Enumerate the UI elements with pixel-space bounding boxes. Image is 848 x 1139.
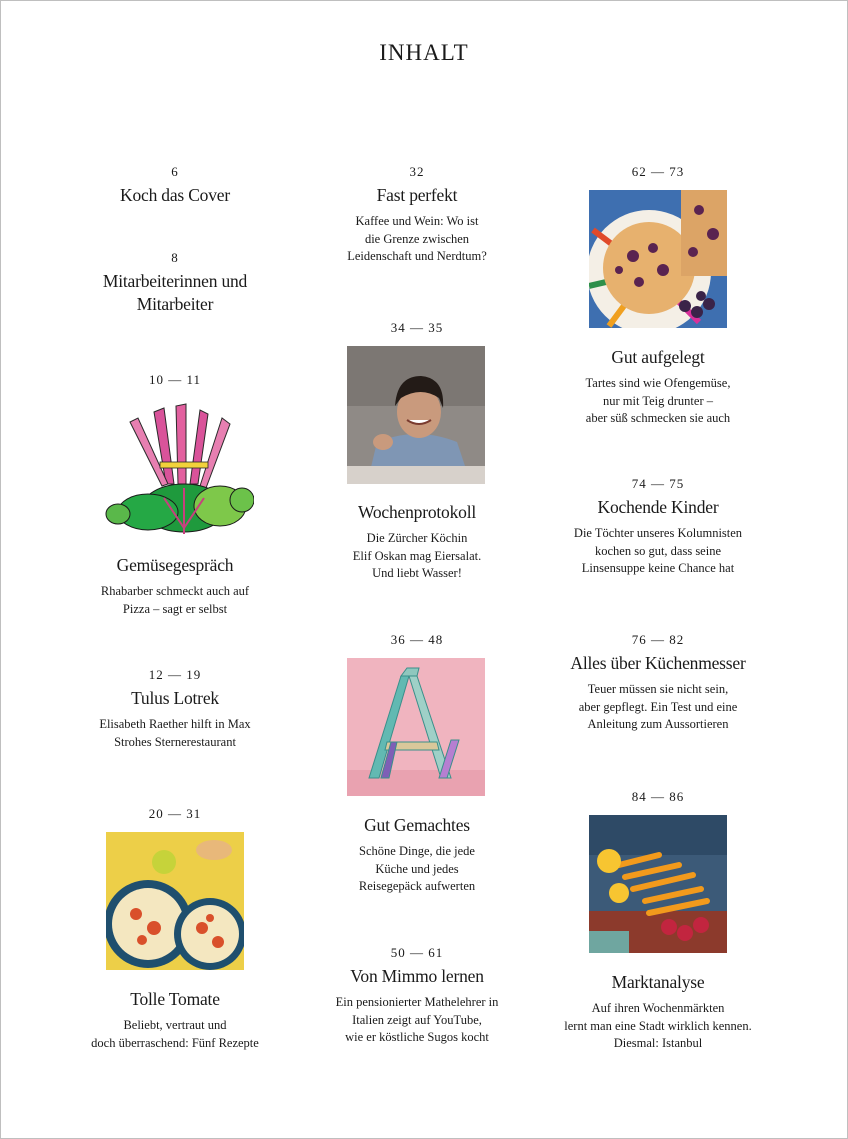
- toc-entry-tolle-tomate-text: [60, 982, 290, 1052]
- entry-heading: Tulus Lotrek: [131, 688, 219, 708]
- toc-entry-gut-aufgelegt[interactable]: [543, 164, 773, 180]
- toc-entry-gut-gemachtes-text: [302, 808, 532, 896]
- entry-heading: Marktanalyse: [611, 972, 705, 992]
- toc-entry-marktanalyse[interactable]: [543, 789, 773, 805]
- toc-entry-gemuesegespraech[interactable]: [60, 372, 290, 388]
- market-produce-photo: [589, 815, 727, 953]
- toc-entry-mitarbeiter[interactable]: [60, 250, 290, 316]
- entry-heading: Tolle Tomate: [130, 989, 220, 1009]
- toc-entry-kochende-kinder[interactable]: [543, 476, 773, 578]
- entry-description: Die Töchter unseres Kolumnisten kochen so gut, dass seine Linsensuppe keine Chance hat: [573, 526, 743, 575]
- page-number: 36 — 48: [390, 632, 444, 647]
- entry-description: Auf ihren Wochenmärkten lernt man eine Stadt wirklich kennen. Diesmal: Istanbul: [564, 1001, 752, 1050]
- chef-portrait-photo: [347, 346, 485, 484]
- tomato-dish-photo: [106, 832, 244, 970]
- page-number: 84 — 86: [631, 789, 685, 804]
- entry-heading: Gut aufgelegt: [611, 347, 705, 367]
- toc-entry-fast-perfekt[interactable]: [302, 164, 532, 266]
- toc-entry-wochenprotokoll-text: [302, 495, 532, 583]
- entry-description: Beliebt, vertraut und doch überraschend: Fünf Rezepte: [91, 1018, 259, 1050]
- page-number: 34 — 35: [390, 320, 444, 335]
- toc-entry-von-mimmo-lernen[interactable]: [302, 945, 532, 1047]
- entry-heading: Von Mimmo lernen: [350, 966, 484, 986]
- entry-heading: Wochenprotokoll: [357, 502, 477, 522]
- toc-entry-wochenprotokoll[interactable]: [302, 320, 532, 336]
- tart-photo: [589, 190, 727, 328]
- page-number: 50 — 61: [390, 945, 444, 960]
- entry-description: Rhabarber schmeckt auch auf Pizza – sagt er selbst: [100, 584, 250, 616]
- entry-description: Die Zürcher Köchin Elif Oskan mag Eiersalat. Und liebt Wasser!: [352, 531, 482, 580]
- entry-heading: Mitarbeiterinnen und: [102, 271, 248, 291]
- page-number: 62 — 73: [631, 164, 685, 179]
- page-title: INHALT: [379, 40, 469, 65]
- entry-description: Tartes sind wie Ofengemüse, nur mit Teig drunter – aber süß schmecken sie auch: [585, 376, 731, 425]
- toc-entry-koch-das-cover[interactable]: [60, 164, 290, 207]
- toc-entry-marktanalyse-text: [543, 965, 773, 1053]
- page-number: 76 — 82: [631, 632, 685, 647]
- rhubarb-illustration: [104, 398, 254, 540]
- page-number: 6: [171, 164, 179, 179]
- page-number: 8: [171, 250, 179, 265]
- entry-description: Elisabeth Raether hilft in Max Strohes Sternerestaurant: [99, 717, 251, 749]
- page-number: 12 — 19: [148, 667, 202, 682]
- page-number: 10 — 11: [148, 372, 202, 387]
- entry-heading: Kochende Kinder: [597, 497, 719, 517]
- entry-description: Ein pensionierter Mathelehrer in Italien zeigt auf YouTube, wie er köstliche Sugos kocht: [335, 995, 499, 1044]
- entry-heading: Gut Gemachtes: [364, 815, 470, 835]
- entry-heading: Koch das Cover: [120, 185, 230, 205]
- toc-entry-gut-aufgelegt-text: [543, 340, 773, 428]
- page-number: 32: [409, 164, 425, 179]
- entry-heading: Gemüsegespräch: [116, 555, 234, 575]
- entry-description: Kaffee und Wein: Wo ist die Grenze zwischen Leidenschaft und Nerdtum?: [347, 214, 487, 263]
- entry-description: Schöne Dinge, die jede Küche und jedes Reisegepäck aufwerten: [358, 844, 476, 893]
- toc-entry-gemuesegespraech-text: [60, 548, 290, 618]
- toc-entry-tolle-tomate[interactable]: [60, 806, 290, 822]
- entry-description: Teuer müssen sie nicht sein, aber gepflegt. Ein Test und eine Anleitung zum Aussortieren: [578, 682, 738, 731]
- toc-entry-kuechenmesser[interactable]: [543, 632, 773, 734]
- toc-entry-gut-gemachtes[interactable]: [302, 632, 532, 648]
- entry-heading-line2: Mitarbeiter: [136, 294, 214, 314]
- entry-heading: Fast perfekt: [376, 185, 458, 205]
- page-number: 74 — 75: [631, 476, 685, 491]
- page-number: 20 — 31: [148, 806, 202, 821]
- toc-entry-tulus-lotrek[interactable]: [60, 667, 290, 751]
- entry-heading: Alles über Küchenmesser: [570, 653, 746, 673]
- card-house-photo: [347, 658, 485, 796]
